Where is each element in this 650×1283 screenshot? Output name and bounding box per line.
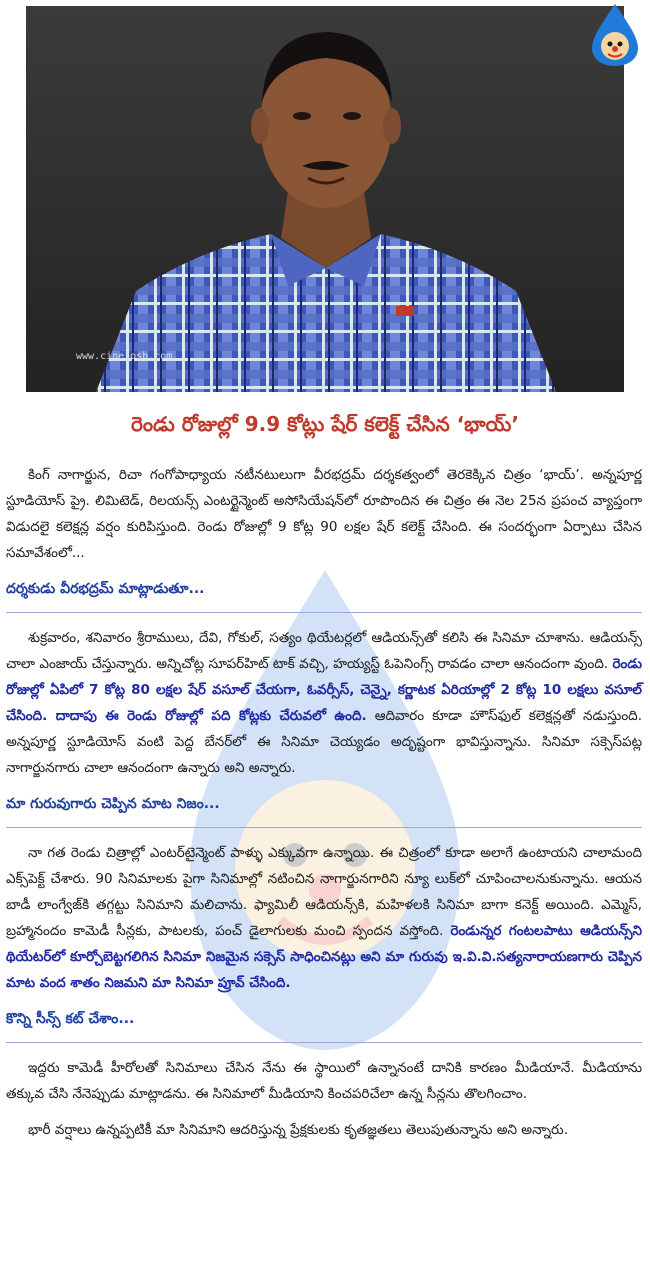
section-divider <box>6 612 642 613</box>
article-body <box>6 462 642 1153</box>
photo-frame <box>26 6 624 392</box>
section1-text-a: శుక్రవారం, శనివారం శ్రీరాములు, దేవి, గోకుల్, సత్యం థియేటర్లలో ఆడియన్స్‌తో కలిసి ఈ సినిమా చూశాను. ఆడియన్స్ చాలా ఎంజాయ్ చేస్తున్నారు. అన్నిచోట్ల సూపర్‌హిట్ టాక్ వచ్చి, హయ్యస్ట్ ఓపెనింగ్స్ రావడం చాలా ఆనందంగా వుంది. <box>6 630 642 672</box>
section1-paragraph <box>6 625 642 781</box>
headline: రెండు రోజుల్లో 9.9 కోట్లు షేర్ కలెక్ట్ చేసిన ‘భాయ్’ <box>131 412 519 436</box>
intro-paragraph: కింగ్ నాగార్జున, రిచా గంగోపాధ్యాయ నటీనటులుగా వీరభద్రమ్ దర్శకత్వంలో తెరకెక్కిన చిత్రం ‘భాయ్’. అన్నపూర్ణ స్టూడియోస్ ప్రై. లిమిటెడ్, రిలయన్స్ ఎంటర్టైన్మెంట్ అసోసియేషన్‌లో రూపొందిన ఈ చిత్రం ఈ నెల 25న ప్రపంచ వ్యాప్తంగా విడుదలై కలెక్షన్ల వర్షం కురిపిస్తుంది. రెండు రోజుల్లో 9 కోట్ల 90 లక్షల షేర్ కలెక్ట్ చేసింది. ఈ సందర్భంగా ఏర్పాటు చేసిన సమావేశంలో... <box>6 467 642 561</box>
section3-title: కొన్ని సీన్స్ కట్ చేశాం... <box>6 1011 135 1027</box>
section-divider <box>6 827 642 828</box>
person-photo-illustration <box>26 6 624 392</box>
article-photo <box>0 0 650 392</box>
section2-highlight: రెండున్నర గంటలపాటు ఆడియన్స్‌ని థియేటర్‌లో కూర్చోబెట్టగలిగిన సినిమా నిజమైన సక్సెస్ సాధించినట్లు అని మా గురువు ఇ.వి.వి.సత్యనారాయణగారు చెప్పిన మాట వంద శాతం నిజమని మా సినిమా ప్రూవ్ చేసింది. <box>6 923 642 991</box>
section1-text-b: ఆదివారం కూడా హౌస్‌ఫుల్ కలెక్షన్లతో నడుస్తుంది. అన్నపూర్ణ స్టూడియోస్ వంటి పెద్ద బేనర్‌లో ఈ సినిమా చెయ్యడం అదృష్టంగా భావిస్తున్నాను. సినిమా సక్సెస్‌పట్ల నాగార్జునగారు చాలా ఆనందంగా ఉన్నారు అని అన్నారు. <box>6 708 643 776</box>
section2-text-a: నా గత రెండు చిత్రాల్లో ఎంటర్‌టైన్మెంట్ పాళ్ళు ఎక్కువగా ఉన్నాయి. ఈ చిత్రంలో కూడా అలాగే ఉంటాయని చాలామంది ఎక్స్‌పెక్ట్ చేశారు. 90 సినిమాలకు పైగా సినిమాల్లో నటించిన నాగార్జునగారిని న్యూ లుక్‌లో చూపించాలనుకున్నాను. ఆయన బాడీ లాంగ్వేజ్‌కి తగ్గట్టు సినిమాని మలిచాను. ఫ్యామిలీ ఆడియన్స్‌కి, మహిళలకి సినిమా బాగా కనెక్ట్ అయింది. ఎమ్మెస్, బ్రహ్మానందం కామెడీ సీన్లకు, పాటలకు, పంచ్ డైలాగులకు మంచి స్పందన వస్తోంది. <box>6 845 642 939</box>
section1-highlight: రెండు రోజుల్లో ఏపిలో 7 కోట్ల 80 లక్షల షేర్ వసూల్ చేయగా, ఓవర్సీస్, చెన్నై, కర్ణాటక ఏరియాల్లో 2 కోట్ల 10 లక్షలు వసూల్ చేసింది. దాదాపు ఈ రెండు రోజుల్లో పది కోట్లకు చేరువలో ఉంది. <box>6 656 642 724</box>
section2-paragraph <box>6 840 642 996</box>
section3-paragraph-a: ఇద్దరు కామెడీ హీరోలతో సినిమాలు చేసిన నేను ఈ స్థాయిలో ఉన్నానంటే దానికి కారణం మీడియానే. మీడియాను తక్కువ చేసి నేనెప్పుడు మాట్లాడను. ఈ సినిమాలో మీడియాని కించపరిచేలా ఉన్న సీన్లను తొలగించాం. <box>6 1060 642 1102</box>
section3-paragraph-b: భారీ వర్షాలు ఉన్నప్పటికీ మా సినిమాని ఆదరిస్తున్న ప్రేక్షకులకు కృతజ్ఞతలు తెలుపుతున్నాను అని అన్నారు. <box>28 1122 569 1138</box>
section-divider <box>6 1042 642 1043</box>
section1-title: దర్శకుడు వీరభద్రమ్ మాట్లాడుతూ... <box>6 581 205 597</box>
cinejosh-logo-icon <box>586 2 644 68</box>
section2-title: మా గురువుగారు చెప్పిన మాట నిజం... <box>6 796 220 812</box>
photo-watermark: www.cinejosh.com <box>76 351 173 362</box>
